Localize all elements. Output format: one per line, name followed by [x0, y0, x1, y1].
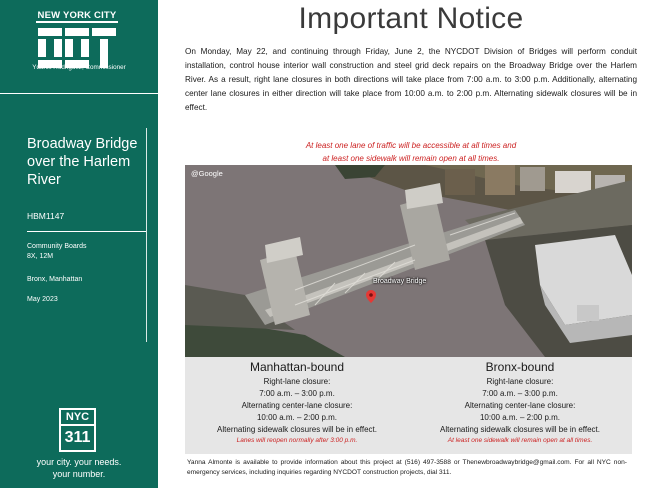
map-credit: @Google [191, 169, 223, 178]
divider [0, 93, 158, 94]
access-note [185, 139, 637, 165]
nyc-311-logo [59, 408, 96, 452]
nyc311-bottom: 311 [64, 429, 91, 446]
community-boards-value: 8X, 12M [27, 253, 54, 260]
aerial-map [185, 165, 632, 357]
logo-text: NEW YORK CITY [37, 10, 117, 21]
center-lane-label: Alternating center-lane closure: [464, 401, 576, 410]
bronx-bound-section [408, 360, 632, 446]
community-boards-label: Community Boards [27, 243, 87, 250]
aerial-image [185, 165, 632, 357]
vertical-rule [146, 128, 147, 342]
reopen-note: Lanes will reopen normally after 3:00 p.m. [236, 437, 358, 444]
borough: Bronx, Manhattan [27, 276, 83, 283]
access-note-line-1: At least one lane of traffic will be accessible at all times and [305, 141, 517, 150]
closure-details [185, 357, 632, 454]
notice-date: May 2023 [27, 296, 58, 303]
notice-body: On Monday, May 22, and continuing through Friday, June 2, the NYCDOT Division of Bridges will perform conduit installation, control house interior wall construction and steel grid deck repairs on the Broadway Bridge over the Harlem River. As a result, right lane closures in both directions will take place from 7:00 a.m. to 3:00 p.m. Additionally, alternating center lane closures in either direction will take place from 10:00 a.m. to 2:00 p.m. Alternating sidewalk closures will be in effect. [185, 47, 637, 112]
sidewalk-note: Alternating sidewalk closures will be in effect. [440, 425, 600, 434]
nyc-dot-logo [36, 10, 118, 70]
access-note-line-2: at least one sidewalk will remain open at all times. [322, 154, 500, 163]
bridge-name: Broadway Bridge over the Harlem River [27, 136, 138, 188]
right-lane-time: 7:00 a.m. – 3:00 p.m. [482, 389, 558, 398]
center-lane-time: 10:00 a.m. – 2:00 p.m. [256, 413, 338, 422]
right-lane-time: 7:00 a.m. – 3:00 p.m. [259, 389, 335, 398]
sidebar [0, 0, 158, 488]
manhattan-bound-section [185, 360, 409, 446]
bronx-bound-title: Bronx-bound [485, 360, 555, 374]
right-lane-label: Right-lane closure: [263, 377, 331, 386]
map-pin-icon [366, 290, 376, 303]
map-pin-label: Broadway Bridge [373, 278, 427, 285]
sidewalk-note: Alternating sidewalk closures will be in effect. [217, 425, 377, 434]
community-boards [27, 242, 87, 262]
tagline-line-1: your city. your needs. [36, 457, 122, 467]
tagline-line-2: your number. [52, 469, 106, 479]
page-title: Important Notice [298, 2, 524, 35]
project-id: HBM1147 [27, 211, 65, 221]
contact-info: Yanna Almonte is available to provide information about this project at (516) 497-3588 or Thenewbroadwaybridge@gmail.com. For all NYC non-emergency services, including inquiries regarding NYCDOT construction projects, dial 311. [187, 459, 627, 476]
divider [27, 231, 146, 232]
center-lane-time: 10:00 a.m. – 2:00 p.m. [479, 413, 561, 422]
sidewalk-open-note: At least one sidewalk will remain open at all times. [447, 437, 593, 444]
nyc311-top: NYC [61, 410, 94, 426]
center-lane-label: Alternating center-lane closure: [241, 401, 353, 410]
commissioner-name: Ydanis Rodriguez, Commissioner [32, 64, 126, 71]
right-lane-label: Right-lane closure: [486, 377, 554, 386]
manhattan-bound-title: Manhattan-bound [249, 360, 345, 374]
tagline [0, 456, 158, 480]
